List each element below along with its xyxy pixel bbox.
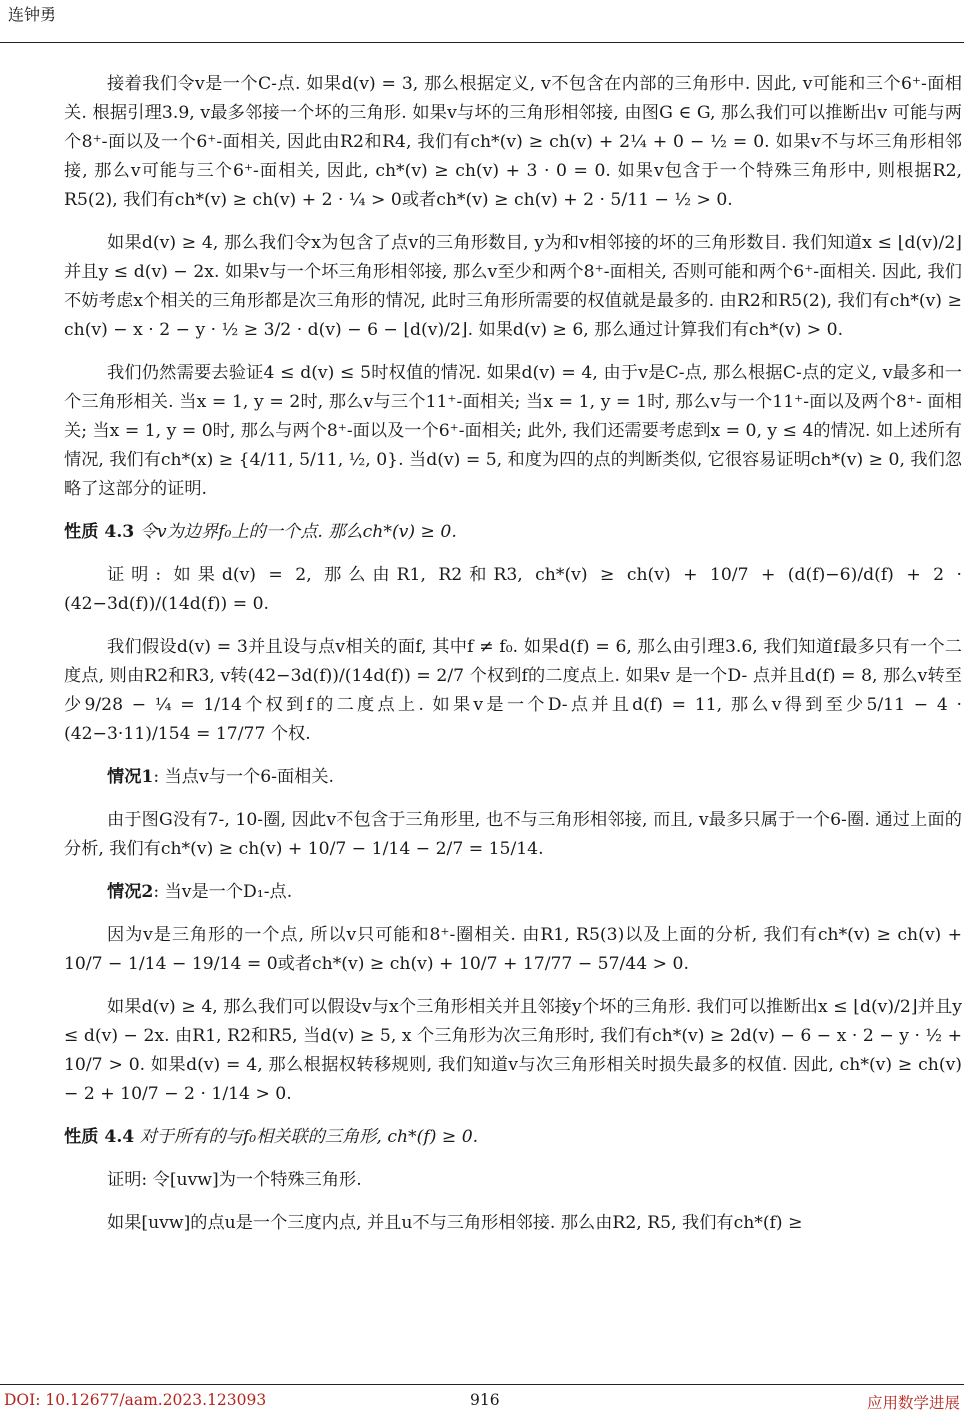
case-label: 情况2 <box>107 882 154 902</box>
case-1-heading <box>64 763 962 792</box>
property-4-4 <box>64 1123 962 1152</box>
proof-paragraph: 证明: 令[uvw]为一个特殊三角形. <box>107 1170 362 1190</box>
running-head-author: 连钟勇 <box>8 5 57 24</box>
paragraph: 如果[uvw]的点u是一个三度内点, 并且u不与三角形相邻接. 那么由R2, R5, 我们有ch*(f) ≥ <box>107 1213 803 1233</box>
case-2-heading <box>64 878 962 907</box>
page-number: 916 <box>470 1391 500 1409</box>
paragraph: 由于图G没有7-, 10-圈, 因此v不包含于三角形里, 也不与三角形相邻接, 而且, v最多只属于一个6-圈. 通过上面的分析, 我们有ch*(v) ≥ ch(v) + 10/7 − 1/14 − 2/7 = 15/14. <box>64 810 962 859</box>
paragraph: 接着我们令v是一个C-点. 如果d(v) = 3, 那么根据定义, v不包含在内部的三角形中. 因此, v可能和三个6⁺-面相关. 根据引理3.9, v最多邻接一个坏的三角形. 如果v与坏的三角形相邻接, 由图G ∈ G, 那么我们可以推断出v 可能与两个8⁺-面以及一个6⁺-面相关, 因此由R2和R4, 我们有ch*(v) ≥ ch(v) + 2¼ + 0 − ½ = 0. 如果v不与坏三角形相邻接, 那么v可能与三个6⁺-面相关, 因此, ch*(v) ≥ ch(v) + 3 · 0 = 0. 如果v包含于一个特殊三角形中, 则根据R2, R5(2), 我们有ch*(v) ≥ ch(v) + 2 · ¼ > 0或者ch*(v) ≥ ch(v) + 2 · 5/11 − ½ > 0. <box>64 74 962 210</box>
page-footer <box>0 1384 964 1415</box>
case-text: : 当v是一个D₁-点. <box>153 882 293 902</box>
property-label: 性质 4.4 <box>64 1127 135 1147</box>
paragraph: 我们仍然需要去验证4 ≤ d(v) ≤ 5时权值的情况. 如果d(v) = 4, 由于v是C-点, 那么根据C-点的定义, v最多和一个三角形相关. 当x = 1, y = 2时, 那么v与三个11⁺-面相关; 当x = 1, y = 1时, 那么v与一个11⁺-面以及两个8⁺- 面相关; 当x = 1, y = 0时, 那么与两个8⁺-面以及一个6⁺-面相关; 此外, 我们还需要考虑到x = 0, y ≤ 4的情况. 如上述所有情况, 我们有ch*(x) ≥ {4/11, 5/11, ½, 0}. 当d(v) = 5, 和度为四的点的判断类似, 它很容易证明ch*(v) ≥ 0, 我们忽略了这部分的证明. <box>64 363 962 499</box>
paragraph: 如果d(v) ≥ 4, 那么我们令x为包含了点v的三角形数目, y为和v相邻接的坏的三角形数目. 我们知道x ≤ ⌊d(v)/2⌋并且y ≤ d(v) − 2x. 如果v与一个坏三角形相邻接, 那么v至少和两个8⁺-面相关, 否则可能和两个6⁺-面相关. 因此, 我们不妨考虑x个相关的三角形都是次三角形的情况, 此时三角形所需要的权值就是最多的. 由R2和R5(2), 我们有ch*(v) ≥ ch(v) − x · 2 − y · ½ ≥ 3/2 · d(v) − 6 − ⌊d(v)/2⌋. 如果d(v) ≥ 6, 那么通过计算我们有ch*(v) > 0. <box>64 233 962 340</box>
journal-name[interactable]: 应用数学进展 <box>866 1394 960 1412</box>
property-statement: 对于所有的与f₀相关联的三角形, ch*(f) ≥ 0. <box>139 1127 479 1147</box>
paragraph: 因为v是三角形的一个点, 所以v只可能和8⁺-圈相关. 由R1, R5(3)以及上面的分析, 我们有ch*(v) ≥ ch(v) + 10/7 − 1/14 − 19/14 = 0或者ch*(v) ≥ ch(v) + 10/7 + 17/77 − 57/44 > 0. <box>64 925 962 974</box>
property-4-3 <box>64 518 962 547</box>
property-label: 性质 4.3 <box>64 522 135 542</box>
main-content <box>64 70 962 1252</box>
property-statement: 令v为边界f₀上的一个点. 那么ch*(v) ≥ 0. <box>139 522 457 542</box>
case-label: 情况1 <box>107 767 154 787</box>
paragraph: 如果d(v) ≥ 4, 那么我们可以假设v与x个三角形相关并且邻接y个坏的三角形. 我们可以推断出x ≤ ⌊d(v)/2⌋并且y ≤ d(v) − 2x. 由R1, R2和R5, 当d(v) ≥ 5, x 个三角形为次三角形时, 我们有ch*(v) ≥ 2d(v) − 6 − x · 2 − y · ½ + 10/7 > 0. 如果d(v) = 4, 那么根据权转移规则, 我们知道v与次三角形相关时损失最多的权值. 因此, ch*(v) ≥ ch(v) − 2 + 10/7 − 2 · 1/14 > 0. <box>64 997 962 1104</box>
proof-paragraph: 证明: 如果d(v) = 2, 那么由R1, R2和R3, ch*(v) ≥ ch(v) + 10/7 + (d(f)−6)/d(f) + 2 · (42−3d(f))/(14d(f)) = 0. <box>64 565 962 614</box>
page-header <box>0 0 964 43</box>
paragraph: 我们假设d(v) = 3并且设与点v相关的面f, 其中f ≠ f₀. 如果d(f) = 6, 那么由引理3.6, 我们知道f最多只有一个二度点, 则由R2和R3, v转(42−3d(f))/(14d(f)) = 2/7 个权到f的二度点上. 如果v 是一个D- 点并且d(f) = 8, 那么v转至少9/28 − ¼ = 1/14个权到f的二度点上. 如果v是一个D-点并且d(f) = 11, 那么v得到至少5/11 − 4 · (42−3·11)/154 = 17/77 个权. <box>64 637 962 744</box>
case-text: : 当点v与一个6-面相关. <box>153 767 335 787</box>
doi-link[interactable]: DOI: 10.12677/aam.2023.123093 <box>4 1391 267 1409</box>
